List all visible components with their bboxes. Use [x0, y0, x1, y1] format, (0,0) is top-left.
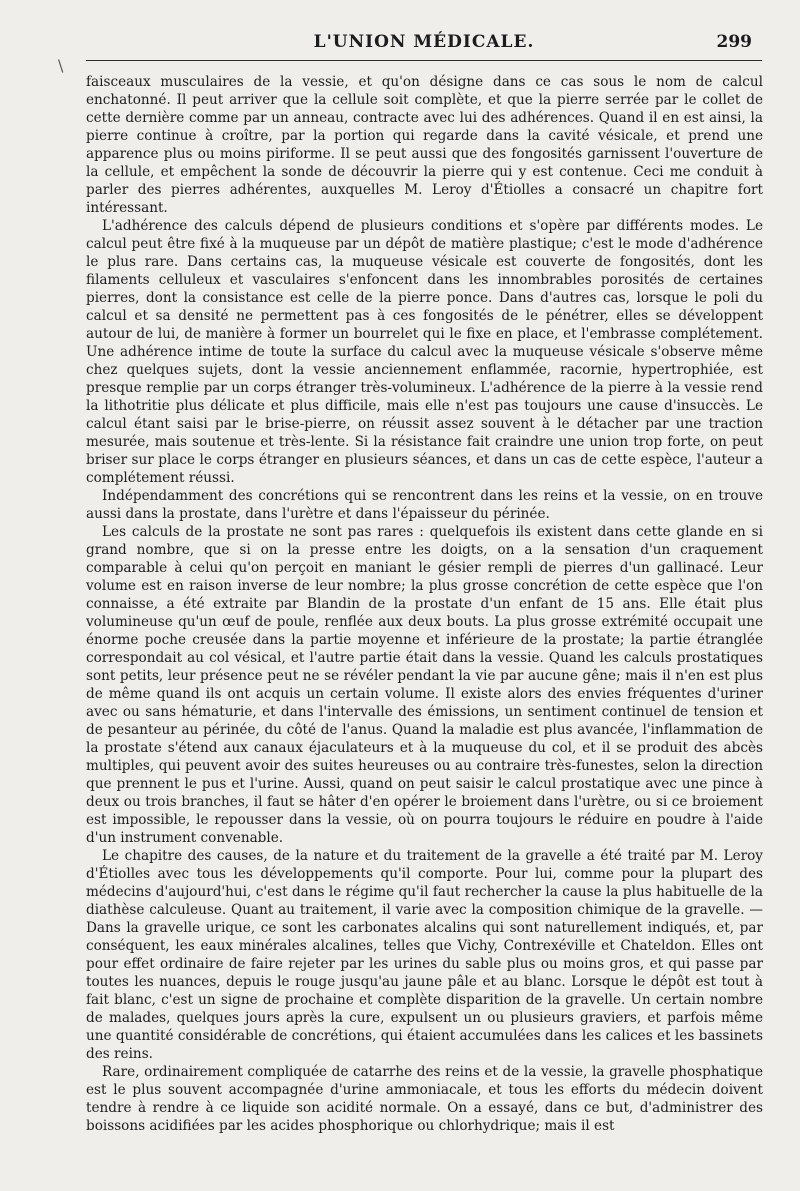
margin-mark: \ [58, 56, 64, 75]
paragraph: L'adhérence des calculs dépend de plusieurs conditions et s'opère par différents modes. Le calcul peut être fixé à la muqueuse par un dépôt de matière plastique; c'est le mode d'adhérence le plus rare. Dans certains cas, la muqueuse vésicale est couverte de fongosités, dont les filaments celluleux et vasculaires s'enfoncent dans les innombrables porosités de certaines pierres, dont la consistance est celle de la pierre ponce. Dans d'autres cas, lorsque le poli du calcul et sa densité ne permettent pas à ces fongosités de le pénétrer, elles se développent autour de lui, de manière à former un bourrelet qui le fixe en place, et l'embrasse complétement. Une adhérence intime de toute la surface du calcul avec la muqueuse vésicale s'observe même chez quelques sujets, dont la vessie anciennement enflammée, racornie, hypertrophiée, est presque remplie par un corps étranger très-volumineux. L'adhérence de la pierre à la vessie rend la lithotritie plus délicate et plus difficile, mais elle n'est pas toujours une cause d'insuccès. Le calcul étant saisi par le brise-pierre, on réussit assez souvent à le détacher par une traction mesurée, mais soutenue et très-lente. Si la résistance fait craindre une union trop forte, on peut briser sur place le corps étranger en plusieurs séances, et dans un cas de cette espèce, l'auteur a complétement réussi. [86, 218, 763, 486]
running-title: L'UNION MÉDICALE. [313, 32, 535, 52]
paragraph: Indépendamment des concrétions qui se rencontrent dans les reins et la vessie, on en trouve aussi dans la prostate, dans l'urètre et dans l'épaisseur du périnée. [86, 488, 763, 522]
page-number: 299 [716, 32, 752, 52]
paragraph: Les calculs de la prostate ne sont pas rares : quelquefois ils existent dans cette glande en si grand nombre, que si on la presse entre les doigts, on a la sensation d'un craquement comparable à celui qu'on perçoit en maniant le gésier rempli de pierres d'un gallinacé. Leur volume est en raison inverse de leur nombre; la plus grosse concrétion de cette espèce que l'on connaisse, a été extraite par Blandin de la prostate d'un enfant de 15 ans. Elle était plus volumineuse qu'un œuf de poule, renflée aux deux bouts. La plus grosse extrémité occupait une énorme poche creusée dans la partie moyenne et inférieure de la prostate; la partie étranglée correspondait au col vésical, et l'autre partie était dans la vessie. Quand les calculs prostatiques sont petits, leur présence peut ne se révéler pendant la vie par aucune gêne; mais il n'en est plus de même quand ils ont acquis un certain volume. Il existe alors des envies fréquentes d'uriner avec ou sans hématurie, et dans l'intervalle des émissions, un sentiment continuel de tension et de pesanteur au périnée, du côté de l'anus. Quand la maladie est plus avancée, l'inflammation de la prostate s'étend aux canaux éjaculateurs et à la muqueuse du col, et il se produit des abcès multiples, qui peuvent avoir des suites heureuses ou au contraire très-funestes, selon la direction que prennent le pus et l'urine. Aussi, quand on peut saisir le calcul prostatique avec une pince à deux ou trois branches, il faut se hâter d'en opérer le broiement dans l'urètre, ou si ce broiement est impossible, le repousser dans la vessie, où on pourra toujours le réduire en poudre à l'aide d'un instrument convenable. [86, 524, 763, 846]
header-rule [86, 60, 762, 61]
paragraph: Le chapitre des causes, de la nature et du traitement de la gravelle a été traité par M. Leroy d'Étiolles avec tous les développements qu'il comporte. Pour lui, comme pour la plupart des médecins d'aujourd'hui, c'est dans le régime qu'il faut rechercher la cause la plus habituelle de la diathèse calculeuse. Quant au traitement, il varie avec la composition chimique de la gravelle. — Dans la gravelle urique, ce sont les carbonates alcalins qui sont naturellement indiqués, et, par conséquent, les eaux minérales alcalines, telles que Vichy, Contrexéville et Chateldon. Elles ont pour effet ordinaire de faire rejeter par les urines du sable plus ou moins gros, et qui passe par toutes les nuances, depuis le rouge jusqu'au jaune pâle et au blanc. Lorsque le dépôt est tout à fait blanc, c'est un signe de prochaine et complète disparition de la gravelle. Un certain nombre de malades, quelques jours après la cure, expulsent un ou plusieurs graviers, et parfois même une quantité considérable de concrétions, qui étaient accumulées dans les calices et les bassinets des reins. [86, 848, 763, 1062]
paragraph: faisceaux musculaires de la vessie, et qu'on désigne dans ce cas sous le nom de calcul enchatonné. Il peut arriver que la cellule soit complète, et que la pierre serrée par le collet de cette dernière comme par un anneau, contracte avec lui des adhérences. Quand il en est ainsi, la pierre continue à croître, par la portion qui regarde dans la cavité vésicale, et prend une apparence plus ou moins piriforme. Il se peut aussi que des fongosités garnissent l'ouverture de la cellule, et empêchent la sonde de découvrir la pierre qui y est contenue. Ceci me conduit à parler des pierres adhérentes, auxquelles M. Leroy d'Étiolles a consacré un chapitre fort intéressant. [86, 74, 763, 216]
body-text [86, 73, 763, 1135]
page-header [86, 32, 762, 58]
paragraph: Rare, ordinairement compliquée de catarrhe des reins et de la vessie, la gravelle phosphatique est le plus souvent accompagnée d'urine ammoniacale, et tous les efforts du médecin doivent tendre à rendre à ce liquide son acidité normale. On a essayé, dans ce but, d'administrer des boissons acidifiées par les acides phosphorique ou chlorhydrique; mais il est [86, 1064, 763, 1134]
